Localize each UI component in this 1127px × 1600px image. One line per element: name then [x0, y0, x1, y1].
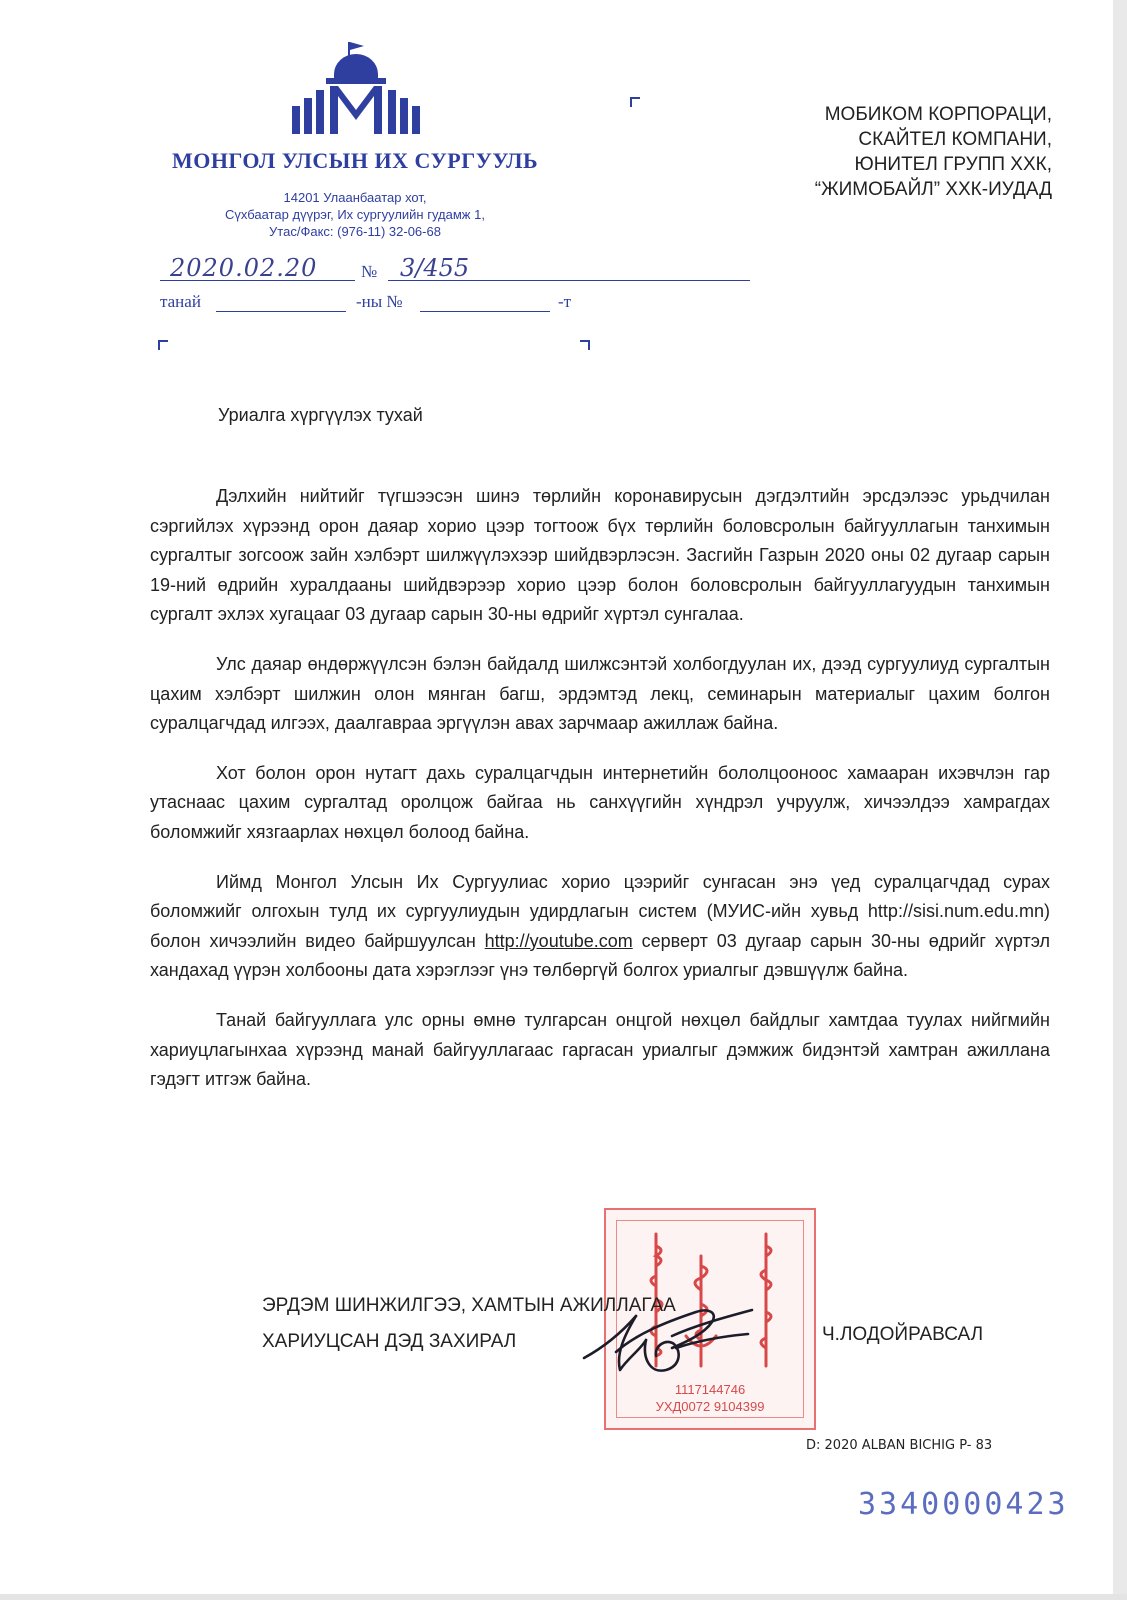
underline: [388, 280, 750, 281]
recipient-line: СКАЙТЕЛ КОМПАНИ,: [858, 129, 1052, 150]
corner-mark: [158, 340, 168, 350]
body-paragraph: Дэлхийн нийтийг түгшээсэн шинэ төрлийн коронавирусын дэгдэлтийн эрсдэлээс урьдчилан сэргийлэх хүрээнд орон даяар хорио цээр тогтоож бүх төрлийн боловсролын байгууллагын танхимын сургалтыг зогсоож зайн хэлбэрт шилжүүлэхээр шийдвэрлэсэн. Засгийн Газрын 2020 оны 02 дугаар сарын 19-ний өдрийн хуралдааны шийдвэрээр хорио цээр болон боловсролын байгууллагуудын танхимын сургалт эхлэх хугацааг 03 дугаар сарын 30-ны өдрийг хүртэл сунгалаа.: [150, 486, 1050, 625]
org-name: МОНГОЛ УЛСЫН ИХ СУРГУУЛЬ: [171, 148, 539, 173]
reply-reference-row: [160, 292, 600, 322]
paragraph-text: серверт 03 дугаар сарын 30-ны өдрийг хүртэл хандахад үүрэн холбооны дата хэрэглээг үнэ төлбөргүй болгох уриалгыг дэвшүүлж байна.: [150, 930, 1050, 981]
signer-title-line: ЭРДЭМ ШИНЖИЛГЭЭ, ХАМТЫН АЖИЛЛАГАА: [262, 1295, 676, 1316]
recipient-line: ЮНИТЕЛ ГРУПП ХХК,: [854, 154, 1052, 175]
handwritten-signature-icon: [576, 1296, 756, 1386]
signer-title-line: ХАРИУЦСАН ДЭД ЗАХИРАЛ: [262, 1331, 517, 1352]
signer-name: Ч.ЛОДОЙРАВСАЛ: [822, 1324, 984, 1345]
recipient-line: “ЖИМОБАЙЛ” ХХК-ИУДАД: [814, 179, 1052, 200]
youtube-link[interactable]: http://youtube.com: [484, 930, 633, 951]
letter-date: 2020.02.20: [170, 254, 318, 282]
serial-number: 3340000423: [858, 1487, 1069, 1522]
page-edge: [1113, 0, 1127, 1600]
underline: [160, 280, 355, 281]
page-edge: [0, 1594, 1127, 1600]
body-paragraph: Танай байгууллага улс орны өмнө тулгарсан онцгой нөхцөл байдлыг хамтдаа туулах нийгмийн хариуцлагынхаа хүрээнд манай байгууллагаас гаргасан уриалгыг дэмжиж бидэнтэй хамтран ажиллана гэдэгт итгэж байна.: [150, 1009, 1050, 1090]
university-building-logo-icon: [286, 40, 426, 140]
letter-body: [150, 482, 1050, 1095]
recipient-block: [632, 102, 1052, 202]
stamp-code: 1117144746: [674, 1382, 746, 1397]
paragraph-text: Иймд Монгол Улсын Их Сургуулиас хорио цээрийг сунгасан энэ үед суралцагчдад сурах боломжийг олгохын тулд их сургуулиудын удирдлагын систем (МУИС-ийн хувьд http://sisi.num.edu.mn) болон хичээлийн видео байршуулсан: [150, 871, 1050, 951]
number-label: №: [361, 262, 378, 281]
address-line: Сүхбаатар дүүрэг, Их сургуулийн гудамж 1,: [225, 207, 485, 222]
recipient-line: МОБИКОМ КОРПОРАЦИ,: [824, 104, 1052, 125]
stamp-code: УХД0072 9104399: [655, 1399, 765, 1414]
body-paragraph: Хот болон орон нутагт дахь суралцагчдын интернетийн бололцооноос хамааран ихэвчлэн гар утаснаас цахим сургалтад оролцож байгаа нь санхүүгийн хүндрэл учруулж, хичээлдээ хамрагдах боломжийг хязгаарлах нөхцөл болоод байна.: [150, 762, 1050, 842]
letter-number: 3/455: [400, 254, 470, 282]
letter-subject: Уриалга хүргүүлэх тухай: [218, 405, 423, 425]
address-line: 14201 Улаанбаатар хот,: [283, 190, 427, 205]
nyn-number-label: -ны №: [356, 292, 403, 311]
body-paragraph: [150, 868, 1050, 986]
suffix-label: -т: [558, 292, 572, 311]
org-address: [120, 189, 590, 240]
corner-mark: [580, 340, 590, 350]
address-line: Утас/Факс: (976-11) 32-06-68: [269, 224, 441, 239]
body-paragraph: Улс даяар өндөржүүлсэн бэлэн байдалд шилжсэнтэй холбогдуулан их, дээд сургуулиуд сургалтын цахим хэлбэрт шилжин олон мянган багш, эрдэмтэд лекц, семинарын материалыг цахим болгон суралцагчдад илгээх, даалгавраа эргүүлэн авах зарчмаар ажиллаж байна.: [150, 653, 1050, 734]
your-label: танай: [160, 292, 201, 311]
underline: [216, 311, 346, 312]
filing-note: D: 2020 ALBAN BICHIG P- 83: [806, 1438, 993, 1453]
underline: [420, 311, 550, 312]
